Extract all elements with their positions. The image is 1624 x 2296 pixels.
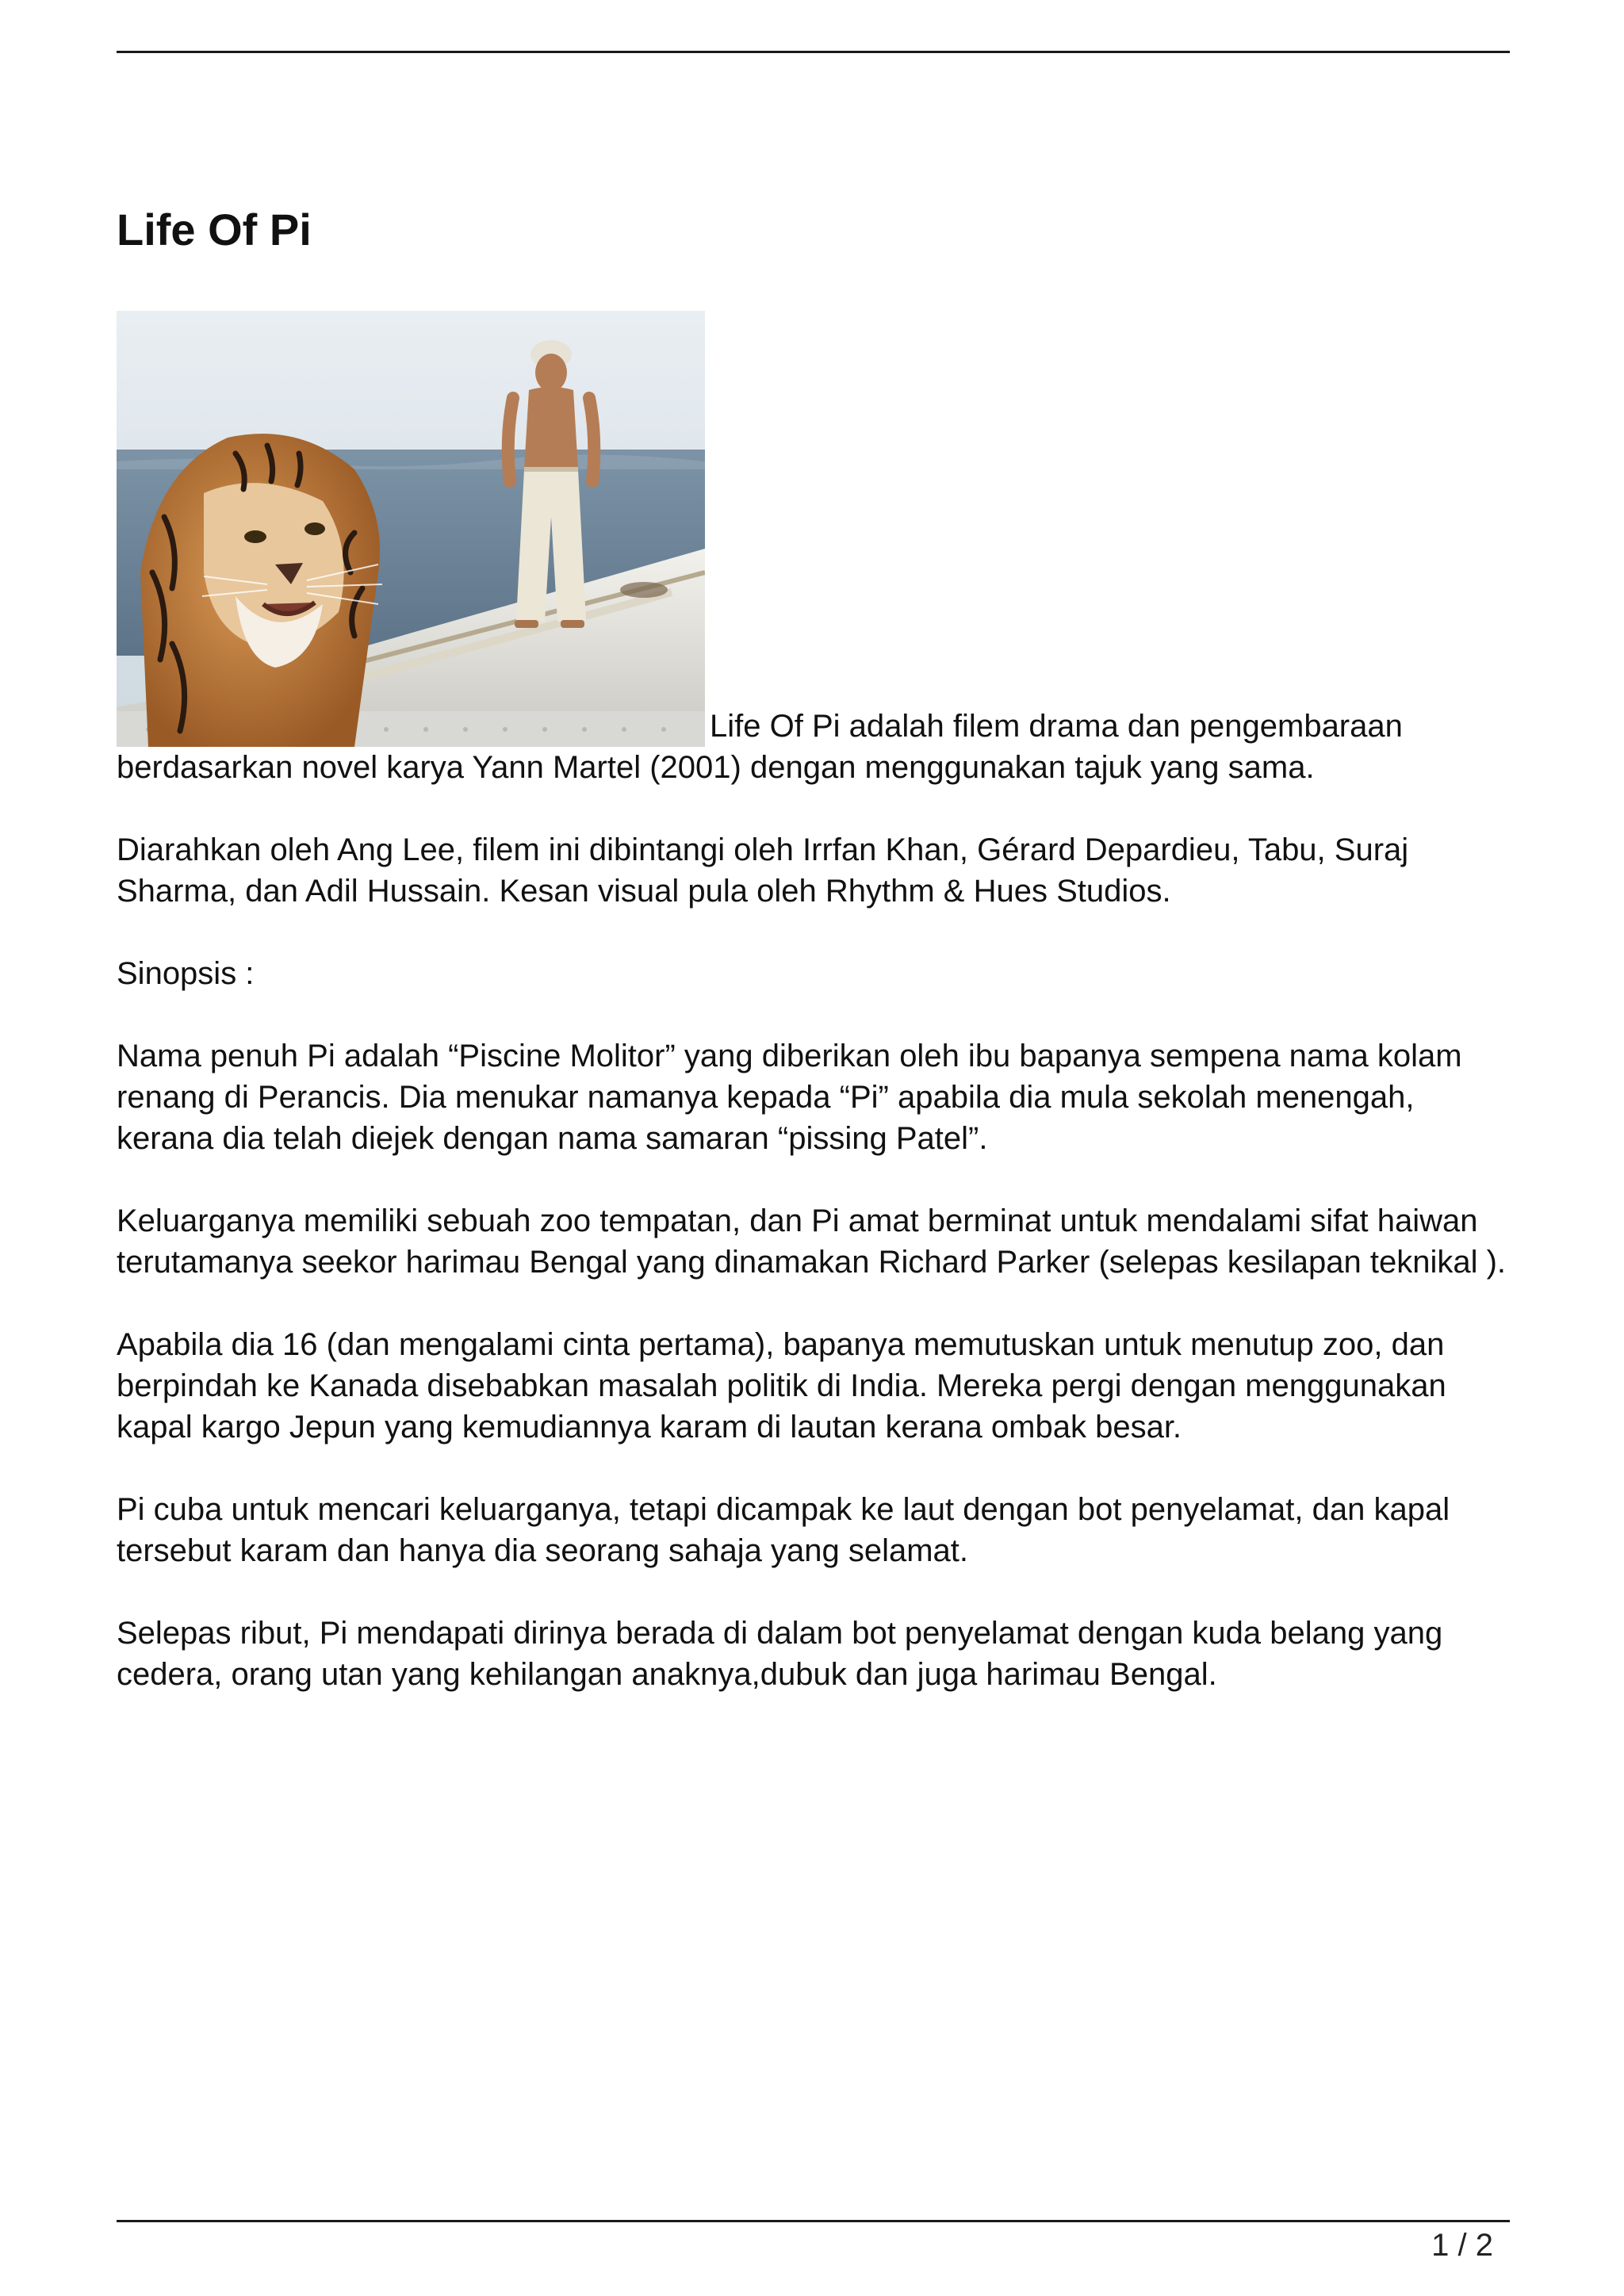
paragraph-cast: Diarahkan oleh Ang Lee, filem ini dibintangi oleh Irrfan Khan, Gérard Depardieu, Tabu, Suraj Sharma, dan Adil Hussain. Kesan visual pula oleh Rhythm & Hues Studios.: [117, 832, 1409, 909]
paragraph-shipwreck: Pi cuba untuk mencari keluarganya, tetapi dicampak ke laut dengan bot penyelamat, dan kapal tersebut karam dan hanya dia seorang sahaja yang selamat.: [117, 1492, 1450, 1568]
paragraph-name: Nama penuh Pi adalah “Piscine Molitor” yang diberikan oleh ibu bapanya sempena nama kolam renang di Perancis. Dia menukar namanya kepada “Pi” apabila dia mula sekolah menengah, kerana dia telah diejek dengan nama samaran “pissing Patel”.: [117, 1039, 1462, 1156]
film-still-image: [117, 311, 705, 747]
page-number: 1 / 2: [1431, 2228, 1493, 2263]
document-title: Life Of Pi: [117, 205, 312, 254]
paragraph-lifeboat: Selepas ribut, Pi mendapati dirinya berada di dalam bot penyelamat dengan kuda belang yang cedera, orang utan yang kehilangan anaknya,dubuk dan juga harimau Bengal.: [117, 1616, 1443, 1692]
paragraph-zoo: Keluarganya memiliki sebuah zoo tempatan, dan Pi amat berminat untuk mendalami sifat haiwan terutamanya seekor harimau Bengal yang dinamakan Richard Parker (selepas kesilapan teknikal ).: [117, 1203, 1507, 1280]
footer-rule: [117, 2220, 1510, 2222]
intro-paragraph: [117, 311, 1510, 788]
intro-paragraph-text: Life Of Pi adalah filem drama dan pengembaraan berdasarkan novel karya Yann Martel (2001) dengan menggunakan tajuk yang sama.: [117, 709, 1403, 785]
paragraph-voyage: Apabila dia 16 (dan mengalami cinta pertama), bapanya memutuskan untuk menutup zoo, dan berpindah ke Kanada disebabkan masalah politik di India. Mereka pergi dengan menggunakan kapal kargo Jepun yang kemudiannya karam di lautan kerana ombak besar.: [117, 1327, 1446, 1445]
synopsis-heading: Sinopsis :: [117, 956, 255, 991]
header-rule: [117, 51, 1510, 53]
document-body: [117, 311, 1510, 1736]
